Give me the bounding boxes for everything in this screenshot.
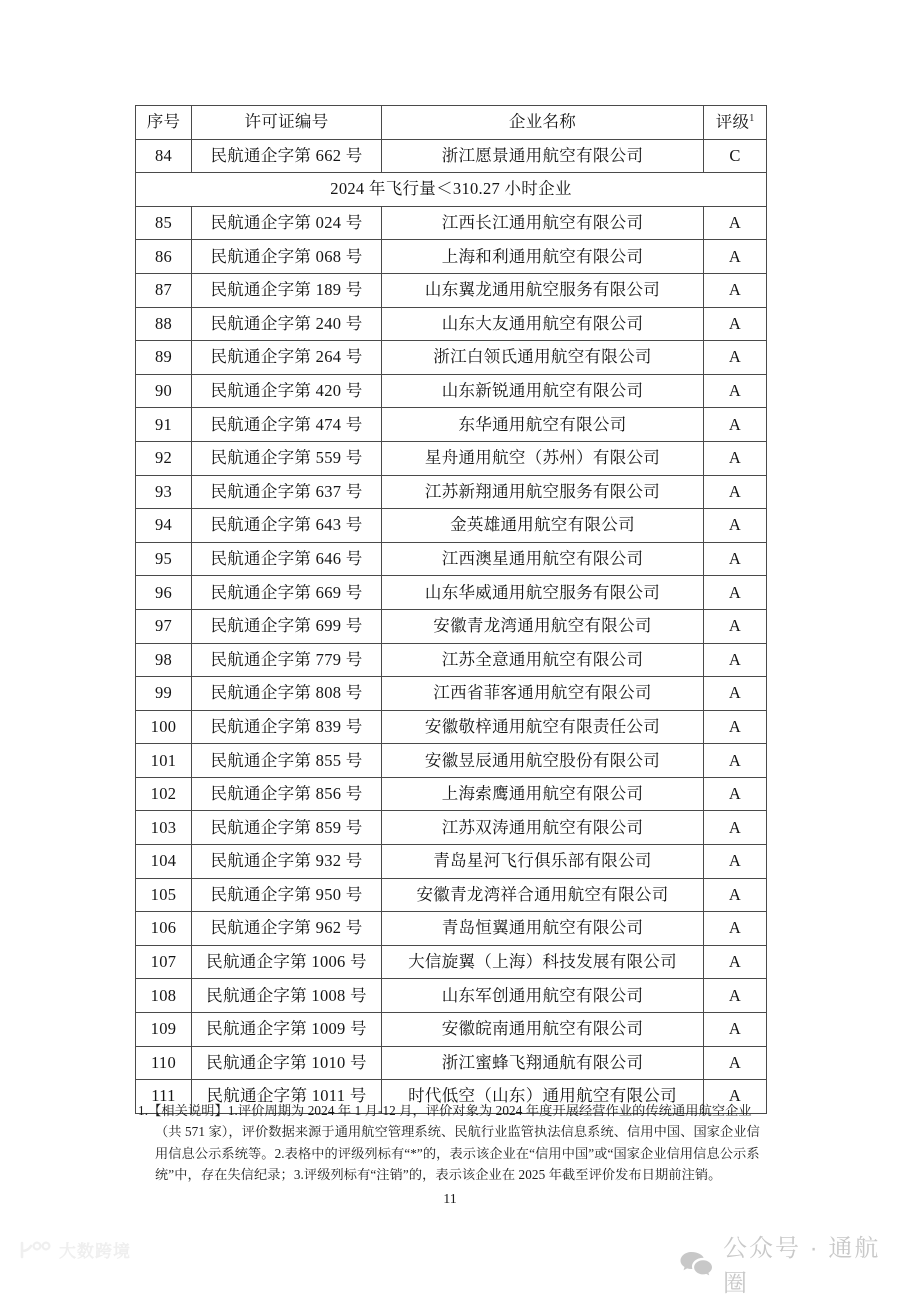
cell-license: 民航通企字第 808 号 <box>192 677 382 711</box>
cell-company: 时代低空（山东）通用航空有限公司 <box>382 1080 704 1114</box>
cell-license: 民航通企字第 839 号 <box>192 710 382 744</box>
cell-license: 民航通企字第 637 号 <box>192 475 382 509</box>
cell-grade: A <box>704 677 767 711</box>
cell-company: 浙江蜜蜂飞翔通航有限公司 <box>382 1046 704 1080</box>
cell-grade: A <box>704 307 767 341</box>
cell-grade: A <box>704 441 767 475</box>
cell-index: 95 <box>136 542 192 576</box>
table-row <box>136 878 767 912</box>
table-row <box>136 677 767 711</box>
cell-index: 84 <box>136 139 192 173</box>
cell-license: 民航通企字第 950 号 <box>192 878 382 912</box>
section-header-row <box>136 173 767 207</box>
cell-company: 浙江白领氏通用航空有限公司 <box>382 341 704 375</box>
cell-license: 民航通企字第 1008 号 <box>192 979 382 1013</box>
table-row <box>136 576 767 610</box>
cell-grade: A <box>704 878 767 912</box>
cell-index: 110 <box>136 1046 192 1080</box>
dashukuajing-logo-icon <box>18 1240 52 1260</box>
cell-grade: A <box>704 206 767 240</box>
cell-license: 民航通企字第 699 号 <box>192 609 382 643</box>
cell-license: 民航通企字第 932 号 <box>192 845 382 879</box>
cell-company: 安徽青龙湾通用航空有限公司 <box>382 609 704 643</box>
table-row <box>136 240 767 274</box>
cell-index: 101 <box>136 744 192 778</box>
cell-license: 民航通企字第 662 号 <box>192 139 382 173</box>
cell-company: 山东军创通用航空有限公司 <box>382 979 704 1013</box>
cell-company: 青岛恒翼通用航空有限公司 <box>382 912 704 946</box>
cell-index: 103 <box>136 811 192 845</box>
cell-grade: A <box>704 979 767 1013</box>
cell-index: 100 <box>136 710 192 744</box>
cell-grade: A <box>704 1046 767 1080</box>
cell-company: 安徽昱辰通用航空股份有限公司 <box>382 744 704 778</box>
footnote-line-3: 用信息公示系统等。2.表格中的评级列标有“*”的，表示该企业在“信用中国”或“国家企业信用信息公示系 <box>155 1145 760 1161</box>
cell-company: 大信旋翼（上海）科技发展有限公司 <box>382 945 704 979</box>
cell-index: 90 <box>136 374 192 408</box>
cell-company: 金英雄通用航空有限公司 <box>382 509 704 543</box>
cell-grade: A <box>704 240 767 274</box>
watermark-wechat-account <box>679 1228 900 1298</box>
cell-index: 88 <box>136 307 192 341</box>
cell-company: 江西长江通用航空有限公司 <box>382 206 704 240</box>
footnote-line-4: 统”中，存在失信纪录；3.评级列标有“注销”的，表示该企业在 2025 年截至评价发布日期前注销。 <box>155 1167 722 1183</box>
cell-grade: A <box>704 1080 767 1114</box>
table-row <box>136 845 767 879</box>
cell-index: 109 <box>136 1013 192 1047</box>
cell-grade: A <box>704 341 767 375</box>
cell-grade: A <box>704 811 767 845</box>
cell-company: 江苏全意通用航空有限公司 <box>382 643 704 677</box>
cell-grade: A <box>704 845 767 879</box>
cell-license: 民航通企字第 856 号 <box>192 777 382 811</box>
table-row <box>136 374 767 408</box>
cell-company: 山东新锐通用航空有限公司 <box>382 374 704 408</box>
column-header-2: 企业名称 <box>382 106 704 140</box>
table-row <box>136 912 767 946</box>
cell-license: 民航通企字第 024 号 <box>192 206 382 240</box>
cell-grade: C <box>704 139 767 173</box>
cell-license: 民航通企字第 1006 号 <box>192 945 382 979</box>
table-row <box>136 744 767 778</box>
cell-grade: A <box>704 1013 767 1047</box>
cell-license: 民航通企字第 559 号 <box>192 441 382 475</box>
footnote-line-1: 1.【相关说明】1.评价周期为 2024 年 1 月-12 月，评价对象为 2024 年度开展经营作业的传统通用航空企业 <box>138 1103 752 1118</box>
cell-grade: A <box>704 542 767 576</box>
footnote-line-2: （共 571 家），评价数据来源于通用航空管理系统、民航行业监管执法信息系统、信用中国、国家企业信 <box>155 1124 760 1140</box>
cell-grade: A <box>704 643 767 677</box>
cell-grade: A <box>704 576 767 610</box>
cell-index: 94 <box>136 509 192 543</box>
cell-index: 92 <box>136 441 192 475</box>
cell-license: 民航通企字第 962 号 <box>192 912 382 946</box>
cell-grade: A <box>704 475 767 509</box>
cell-license: 民航通企字第 264 号 <box>192 341 382 375</box>
cell-license: 民航通企字第 474 号 <box>192 408 382 442</box>
cell-company: 浙江愿景通用航空有限公司 <box>382 139 704 173</box>
column-header-3: 评级$^1$ <box>704 106 767 140</box>
cell-index: 111 <box>136 1080 192 1114</box>
enterprise-rating-table <box>135 105 767 1114</box>
table-row <box>136 777 767 811</box>
cell-company: 上海和利通用航空有限公司 <box>382 240 704 274</box>
table-header-row <box>136 106 767 140</box>
cell-grade: A <box>704 273 767 307</box>
table-row <box>136 307 767 341</box>
cell-grade: A <box>704 710 767 744</box>
cell-company: 山东翼龙通用航空服务有限公司 <box>382 273 704 307</box>
cell-index: 108 <box>136 979 192 1013</box>
table-row <box>136 643 767 677</box>
table-row <box>136 206 767 240</box>
cell-company: 安徽青龙湾祥合通用航空有限公司 <box>382 878 704 912</box>
cell-index: 85 <box>136 206 192 240</box>
cell-license: 民航通企字第 240 号 <box>192 307 382 341</box>
cell-company: 江苏新翔通用航空服务有限公司 <box>382 475 704 509</box>
cell-index: 96 <box>136 576 192 610</box>
table-row <box>136 441 767 475</box>
cell-company: 山东华威通用航空服务有限公司 <box>382 576 704 610</box>
cell-license: 民航通企字第 068 号 <box>192 240 382 274</box>
watermark-dashukuajing <box>18 1237 131 1262</box>
rating-table-container <box>135 105 766 1114</box>
watermark-left-text: 大数跨境 <box>59 1242 131 1261</box>
table-row <box>136 475 767 509</box>
cell-company: 山东大友通用航空有限公司 <box>382 307 704 341</box>
cell-index: 99 <box>136 677 192 711</box>
table-row <box>136 408 767 442</box>
cell-grade: A <box>704 509 767 543</box>
cell-grade: A <box>704 744 767 778</box>
table-row <box>136 1046 767 1080</box>
cell-license: 民航通企字第 669 号 <box>192 576 382 610</box>
cell-license: 民航通企字第 643 号 <box>192 509 382 543</box>
cell-company: 星舟通用航空（苏州）有限公司 <box>382 441 704 475</box>
page-number: 11 <box>443 1192 457 1207</box>
table-row <box>136 979 767 1013</box>
table-row <box>136 341 767 375</box>
cell-license: 民航通企字第 646 号 <box>192 542 382 576</box>
cell-index: 87 <box>136 273 192 307</box>
cell-company: 上海索鹰通用航空有限公司 <box>382 777 704 811</box>
cell-license: 民航通企字第 859 号 <box>192 811 382 845</box>
cell-index: 106 <box>136 912 192 946</box>
column-header-0: 序号 <box>136 106 192 140</box>
cell-index: 91 <box>136 408 192 442</box>
cell-grade: A <box>704 777 767 811</box>
cell-license: 民航通企字第 1011 号 <box>192 1080 382 1114</box>
cell-grade: A <box>704 609 767 643</box>
cell-license: 民航通企字第 189 号 <box>192 273 382 307</box>
table-row <box>136 1013 767 1047</box>
table-row <box>136 542 767 576</box>
cell-company: 江苏双涛通用航空有限公司 <box>382 811 704 845</box>
cell-index: 104 <box>136 845 192 879</box>
column-header-1: 许可证编号 <box>192 106 382 140</box>
cell-company: 江西省菲客通用航空有限公司 <box>382 677 704 711</box>
cell-company: 江西澳星通用航空有限公司 <box>382 542 704 576</box>
cell-grade: A <box>704 408 767 442</box>
cell-grade: A <box>704 374 767 408</box>
table-row <box>136 710 767 744</box>
cell-index: 105 <box>136 878 192 912</box>
table-row <box>136 609 767 643</box>
cell-license: 民航通企字第 420 号 <box>192 374 382 408</box>
cell-license: 民航通企字第 1010 号 <box>192 1046 382 1080</box>
cell-index: 98 <box>136 643 192 677</box>
table-row <box>136 945 767 979</box>
table-row <box>136 811 767 845</box>
table-row <box>136 139 767 173</box>
cell-company: 安徽敬梓通用航空有限责任公司 <box>382 710 704 744</box>
cell-license: 民航通企字第 855 号 <box>192 744 382 778</box>
table-row <box>136 509 767 543</box>
cell-index: 102 <box>136 777 192 811</box>
cell-index: 86 <box>136 240 192 274</box>
cell-company: 东华通用航空有限公司 <box>382 408 704 442</box>
grade-footnote-marker: 1 <box>749 112 755 124</box>
section-header-label: 2024 年飞行量＜310.27 小时企业 <box>136 173 767 207</box>
cell-index: 107 <box>136 945 192 979</box>
cell-license: 民航通企字第 1009 号 <box>192 1013 382 1047</box>
cell-index: 89 <box>136 341 192 375</box>
watermark-right-text: 公众号 · 通航圈 <box>723 1235 881 1297</box>
cell-grade: A <box>704 912 767 946</box>
cell-company: 青岛星河飞行俱乐部有限公司 <box>382 845 704 879</box>
cell-index: 93 <box>136 475 192 509</box>
cell-company: 安徽皖南通用航空有限公司 <box>382 1013 704 1047</box>
cell-index: 97 <box>136 609 192 643</box>
footnote-block <box>138 1100 768 1186</box>
cell-grade: A <box>704 945 767 979</box>
table-row <box>136 273 767 307</box>
cell-license: 民航通企字第 779 号 <box>192 643 382 677</box>
